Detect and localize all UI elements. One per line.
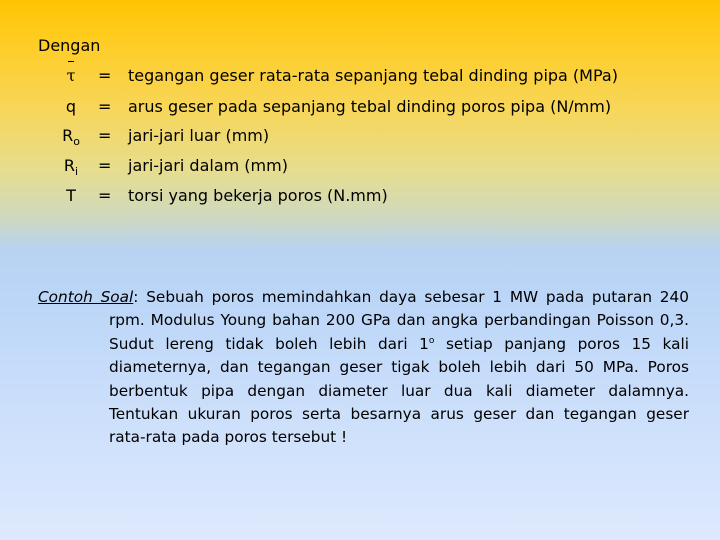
definition-text-tau: tegangan geser rata-rata sepanjang tebal dinding pipa (MPa) <box>128 66 618 85</box>
symbol-r-inner: $R_i$ <box>63 156 79 179</box>
degree-symbol: o <box>428 335 435 346</box>
definition-text-t: torsi yang bekerja poros (N.mm) <box>128 186 388 205</box>
example-text-part1: : Sebuah poros memindahkan daya sebesar 1 MW pada putaran 240 rpm. Modulus Young bahan 200 GPa dan angka perbandingan Poisson 0,3. Sudut lereng tidak boleh lebih dari 1 <box>109 288 689 353</box>
symbol-q: q <box>65 97 77 116</box>
symbol-t: T <box>66 186 76 205</box>
equals-sign: = <box>98 66 112 85</box>
equals-sign: = <box>98 126 112 145</box>
example-text-part2: setiap panjang poros 15 kali diameternya, dan tegangan geser tigak boleh lebih dari 50 MPa. Poros berbentuk pipa dengan diameter luar dua kali diameter dalamnya. Tentukan ukuran poros serta besarnya arus geser dan tegangan geser rata-rata pada poros tersebut ! <box>109 334 689 447</box>
equals-sign: = <box>98 186 112 205</box>
definition-text-ri: jari-jari dalam (mm) <box>128 156 288 175</box>
symbol-r-outer: $R_o$ <box>62 126 80 149</box>
example-label: Contoh Soal <box>38 288 134 306</box>
definition-text-q: arus geser pada sepanjang tebal dinding poros pipa (N/mm) <box>128 97 612 116</box>
equals-sign: = <box>98 97 112 116</box>
equals-sign: = <box>98 156 112 175</box>
example-problem <box>38 286 689 450</box>
heading-dengan: Dengan <box>38 36 101 55</box>
symbol-tau-bar: τ <box>66 66 76 85</box>
definition-text-ro: jari-jari luar (mm) <box>128 126 270 145</box>
